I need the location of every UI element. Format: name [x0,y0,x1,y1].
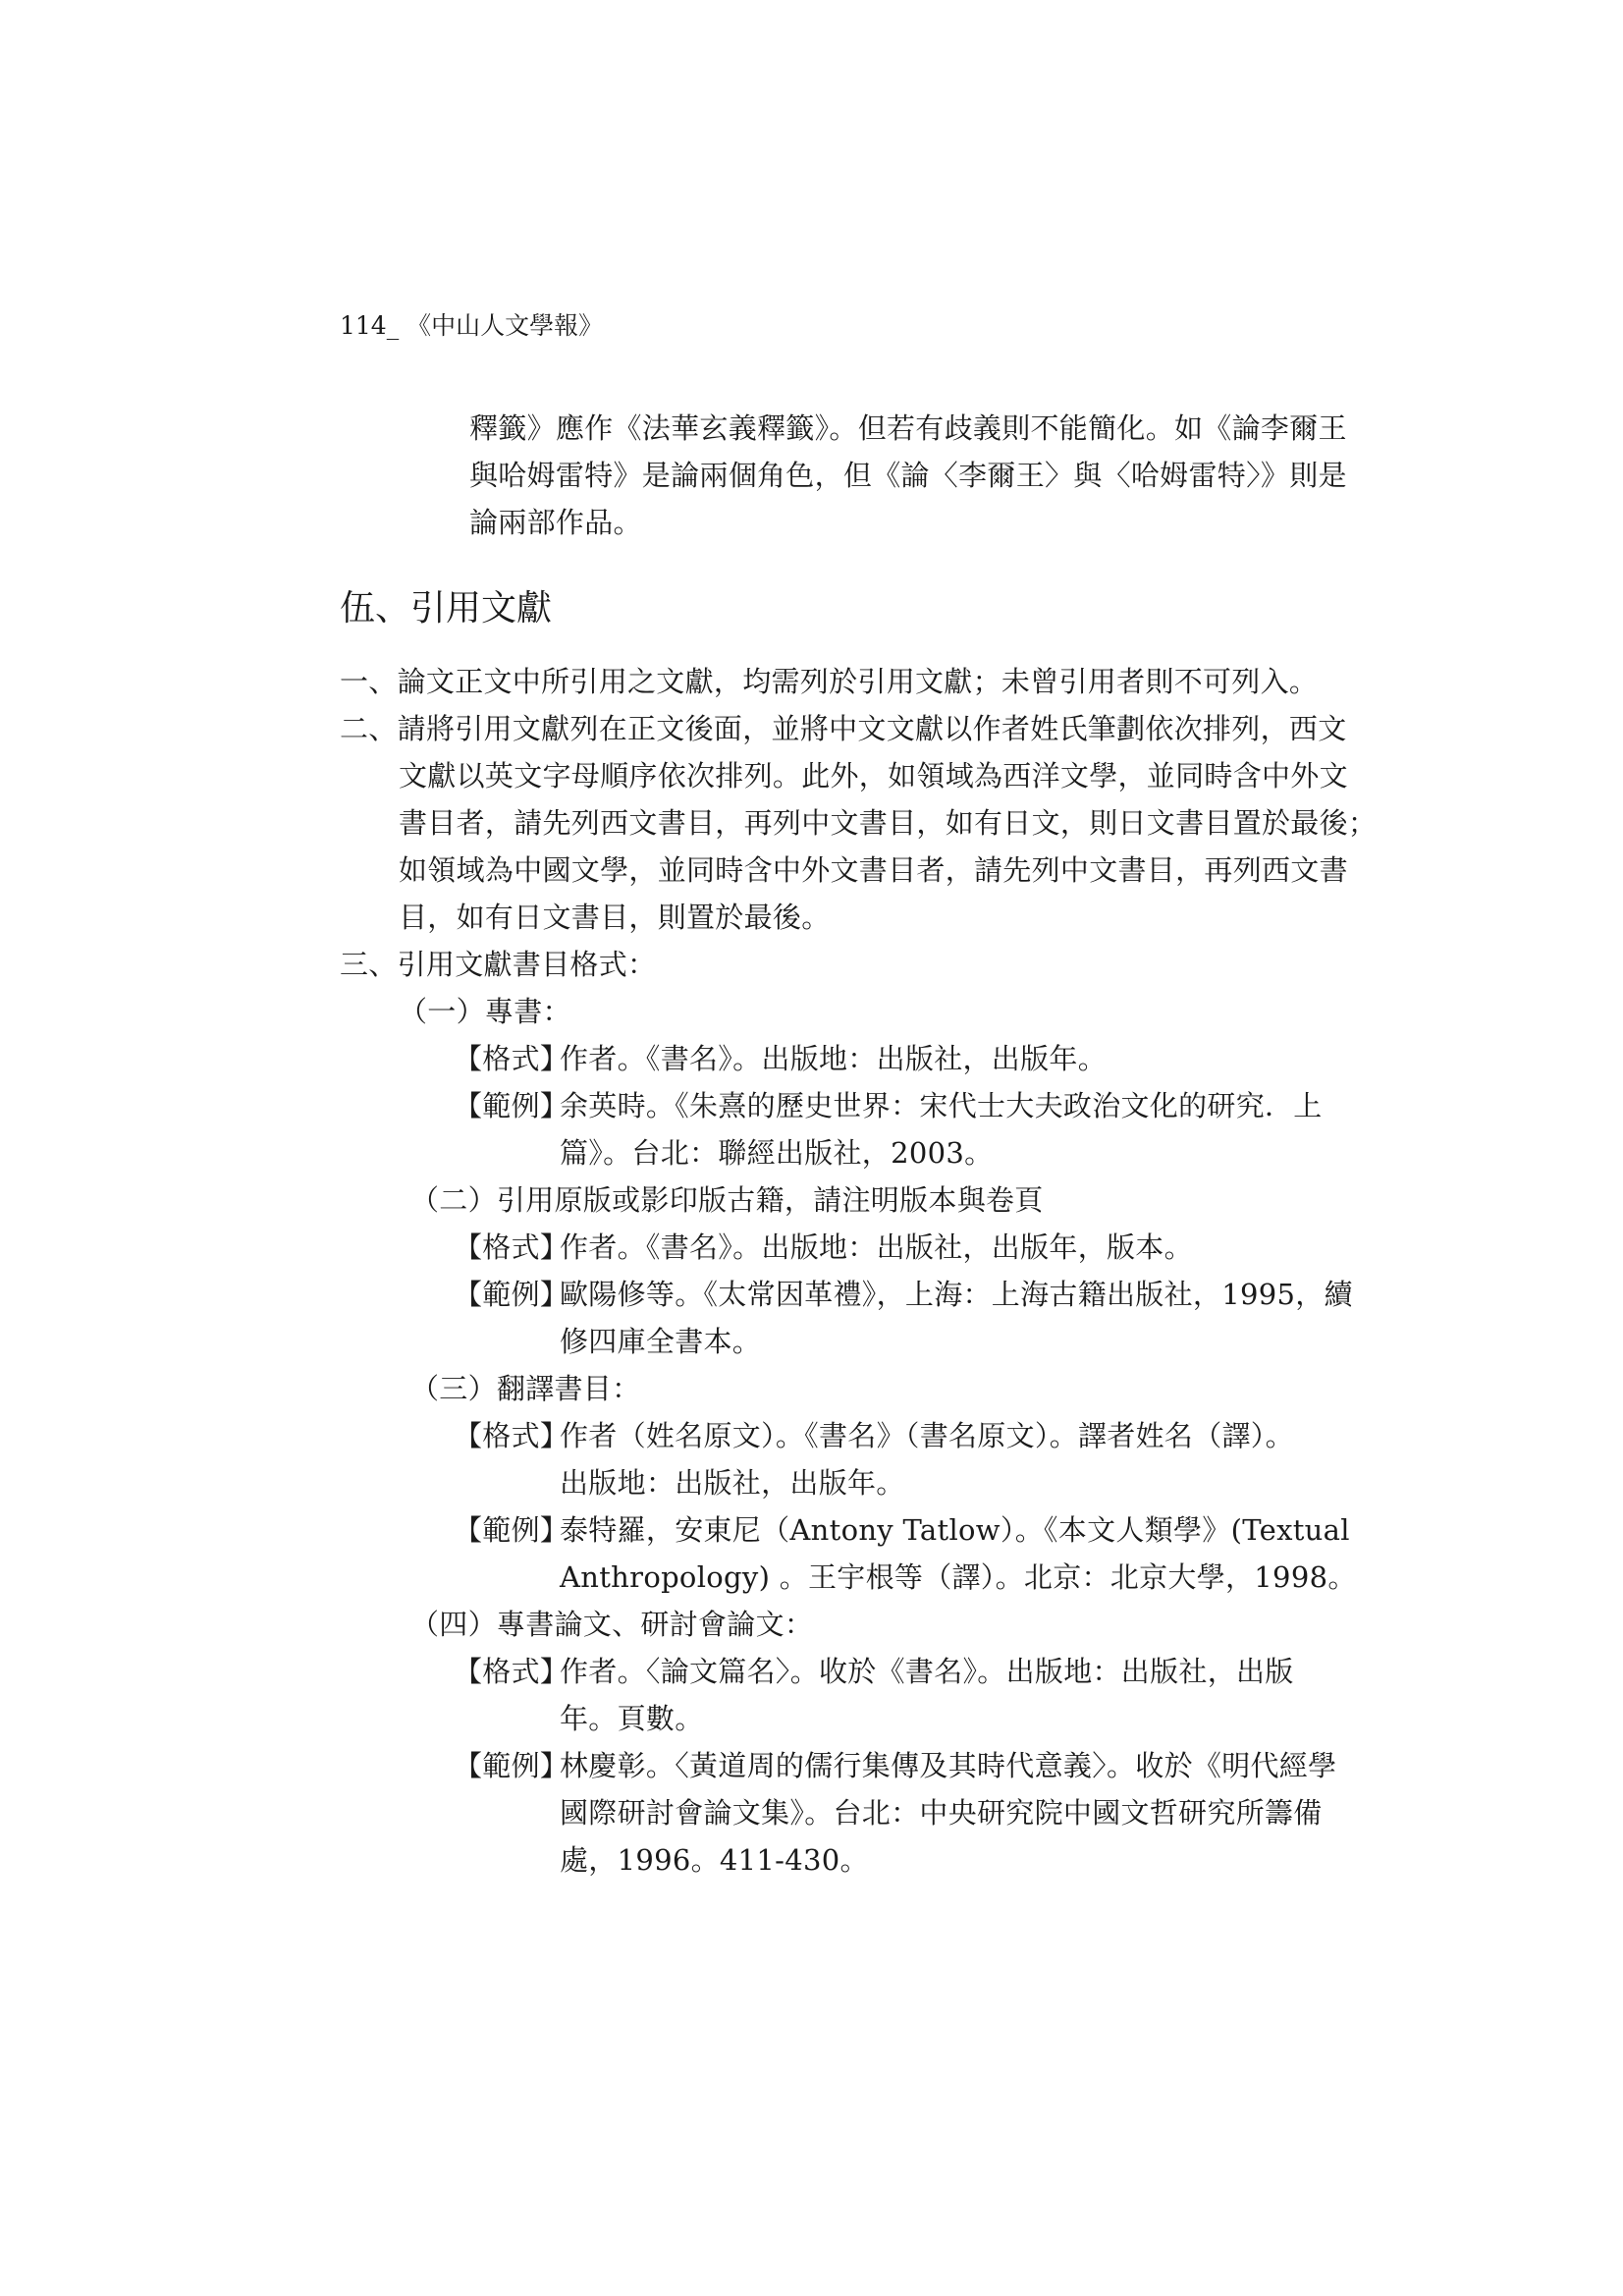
monograph-example-line-1: 余英時。《朱熹的歷史世界：宋代士大夫政治文化的研究．上 [560,1089,1323,1122]
ancient-example-label: 【範例】 [454,1278,569,1311]
translation-format-label: 【格式】 [454,1419,569,1452]
translation-example-line-1: 泰特羅，安東尼（Antony Tatlow）。《本文人類學》(Textual [560,1513,1350,1547]
section-title: 伍、引用文獻 [340,588,553,629]
chapter-format-line-2: 年。頁數。 [560,1702,704,1735]
monograph-example-label: 【範例】 [454,1089,569,1122]
monograph-heading: （一）專書： [399,995,571,1028]
rule-item-2-line-4: 如領域為中國文學，並同時含中外文書目者，請先列中文書目，再列西文書 [399,853,1348,887]
chapter-example-label: 【範例】 [454,1749,569,1782]
rule-item-2-line-3: 書目者，請先列西文書目，再列中文書目，如有日文，則日文書目置於最後； [399,806,1378,840]
page-number: 114_ [340,311,400,340]
running-header [340,306,603,346]
chapter-example-line-3: 處，1996。411-430。 [560,1843,869,1877]
rule-item-3: 三、引用文獻書目格式： [340,948,657,981]
chapter-format-label: 【格式】 [454,1655,569,1688]
rule-item-2-line-5: 目，如有日文書目，則置於最後。 [399,901,831,934]
ancient-heading: （二）引用原版或影印版古籍，請注明版本與卷頁 [410,1183,1044,1217]
translation-format-line-2: 出版地：出版社，出版年。 [560,1466,905,1500]
translation-example-line-2: Anthropology) 。王宇根等（譯）。北京：北京大學，1998。 [560,1560,1357,1594]
monograph-example-line-2: 篇》。台北：聯經出版社，2003。 [560,1136,994,1170]
translation-heading: （三）翻譯書目： [410,1372,641,1405]
rule-item-2-line-1: 二、請將引用文獻列在正文後面，並將中文文獻以作者姓氏筆劃依次排列，西文 [340,712,1347,745]
monograph-format-text: 作者。《書名》。出版地：出版社，出版年。 [560,1042,1108,1075]
ancient-example-line-1: 歐陽修等。《太常因革禮》，上海：上海古籍出版社，1995，續 [560,1278,1353,1311]
ancient-example-line-2: 修四庫全書本。 [560,1325,762,1358]
translation-example-label: 【範例】 [454,1513,569,1547]
journal-title: 《中山人文學報》 [406,311,604,340]
monograph-format-label: 【格式】 [454,1042,569,1075]
continuation-line-2: 與哈姆雷特》是論兩個角色，但《論〈李爾王〉與〈哈姆雷特〉》則是 [469,459,1347,492]
chapter-example-line-1: 林慶彰。〈黃道周的儒行集傳及其時代意義〉。收於《明代經學 [560,1749,1337,1782]
continuation-line-3: 論兩部作品。 [469,506,642,539]
chapter-format-line-1: 作者。〈論文篇名〉。收於《書名》。出版地：出版社，出版 [560,1655,1294,1688]
ancient-format-text: 作者。《書名》。出版地：出版社，出版年，版本。 [560,1230,1193,1264]
chapter-heading: （四）專書論文、研討會論文： [410,1608,814,1641]
rule-item-1: 一、論文正文中所引用之文獻，均需列於引用文獻；未曾引用者則不可列入。 [340,665,1319,698]
chapter-example-line-2: 國際研討會論文集》。台北：中央研究院中國文哲研究所籌備 [560,1796,1323,1830]
rule-item-2-line-2: 文獻以英文字母順序依次排列。此外，如領域為西洋文學，並同時含中外文 [399,759,1348,793]
ancient-format-label: 【格式】 [454,1230,569,1264]
continuation-line-1: 釋籤》應作《法華玄義釋籤》。但若有歧義則不能簡化。如《論李爾王 [469,411,1347,445]
translation-format-line-1: 作者（姓名原文）。《書名》（書名原文）。譯者姓名（譯）。 [560,1419,1294,1452]
